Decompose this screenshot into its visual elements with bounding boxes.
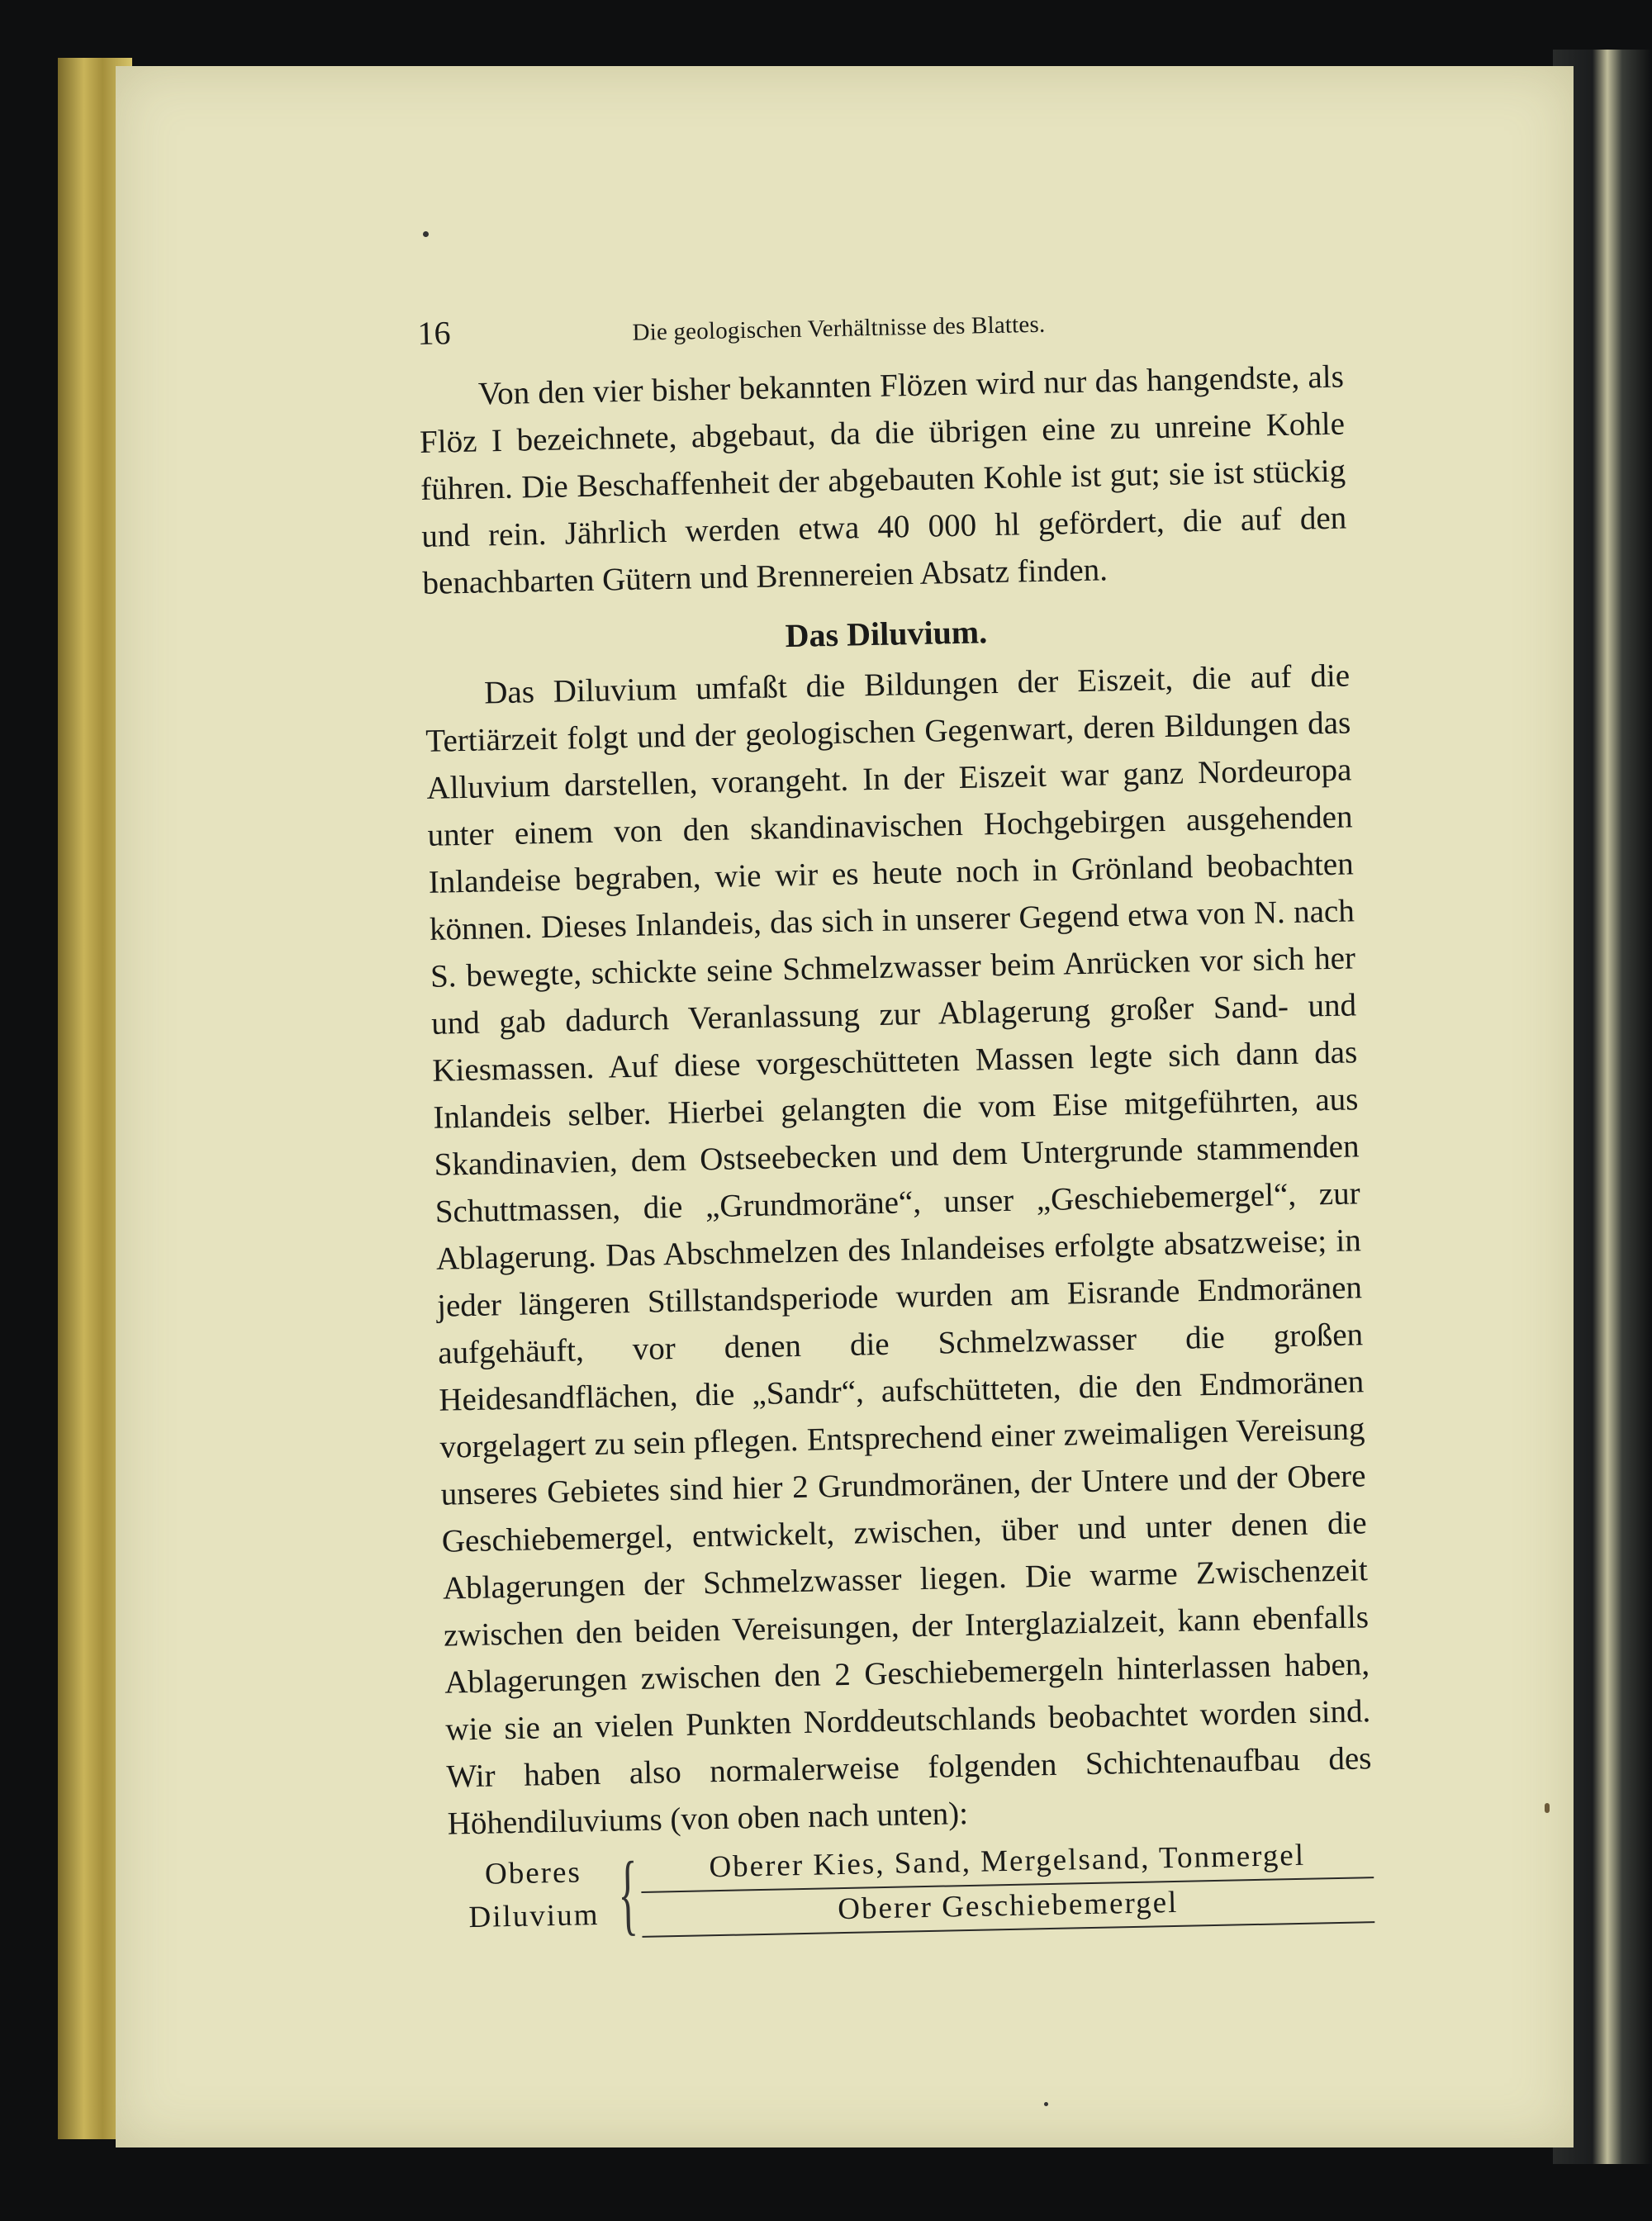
text-block: [417, 296, 1374, 1942]
strata-row: Oberer Geschiebemergel: [641, 1878, 1374, 1938]
strata-table: [448, 1834, 1374, 1944]
specks: [1044, 2102, 1048, 2106]
page-number: 16: [417, 314, 451, 352]
paragraph-diluvium: Das Diluvium umfaßt die Bildungen der Eiszeit, die auf die Tertiärzeit folgt und der geologischen Gegenwart, deren Bildungen das Alluvium darstellen, vorangeht. In der Eiszeit war ganz Nordeuropa unter einem von den skandinavischen Hochgebirgen ausgehenden Inlandeise begraben, wie wir es heute noch in Grönland beobachten können. Dieses Inlandeis, das sich in unserer Gegend etwa von N. nach S. bewegte, schickte seine Schmelzwasser beim Anrücken vor sich her und gab dadurch Veranlassung zur Ablagerung großer Sand- und Kiesmassen. Auf diese vorgeschütteten Massen legte sich dann das Inlandeis selber. Hierbei gelangten die vom Eise mitgeführten, aus Skandinavien, dem Ostseebecken und dem Untergrunde stammenden Schuttmassen, die „Grundmoräne“, unser „Geschiebemergel“, zur Ablagerung. Das Abschmelzen des Inlandeises erfolgte absatzweise; in jeder längeren Stillstandsperiode wurden am Eisrande Endmoränen aufgehäuft, vor denen die Schmelzwasser die großen Heidesandflächen, die „Sandr“, aufschütteten, die den Endmoränen vorgelagert zu sein pflegen. Entsprechend einer zweimaligen Vereisung unseres Gebietes sind hier 2 Grundmoränen, der Untere und der Obere Geschiebemergel, entwickelt, zwischen, über und unter denen die Ablagerungen der Schmelzwasser liegen. Die warme Zwischenzeit zwischen den beiden Vereisungen, der Interglazialzeit, kann ebenfalls Ablagerungen zwischen den 2 Geschiebemergeln hinterlassen haben, wie sie an vielen Punkten Norddeutschlands beobachtet worden sind. Wir haben also normalerweise folgenden Schichtenaufbau des Höhendiluviums (von oben nach unten):: [425, 657, 1372, 1842]
strata-label: [448, 1851, 619, 1940]
strata-rows: [640, 1834, 1374, 1938]
section-heading: Das Diluvium.: [785, 613, 988, 655]
strata-label-line: Oberes: [484, 1855, 582, 1891]
running-head: Die geologischen Verhältnisse des Blattes.: [632, 311, 1046, 346]
strata-label-line: Diluvium: [468, 1897, 600, 1935]
strata-row: Oberer Kies, Sand, Mergelsand, Tonmergel: [640, 1834, 1374, 1893]
paragraph-coal: Von den vier bisher bekannten Flözen wird nur das hangendste, als Flöz I bezeichnete, abgebaut, da die übrigen eine zu unreine Kohle führen. Die Beschaffenheit der abgebauten Kohle ist gut; sie ist stückig und rein. Jährlich werden etwa 40 000 hl gefördert, die auf den benachbarten Gütern und Brennereien Absatz finden.: [419, 358, 1347, 601]
specks: [1545, 1803, 1550, 1813]
brace-icon: {: [617, 1843, 639, 1944]
specks: [423, 231, 429, 237]
